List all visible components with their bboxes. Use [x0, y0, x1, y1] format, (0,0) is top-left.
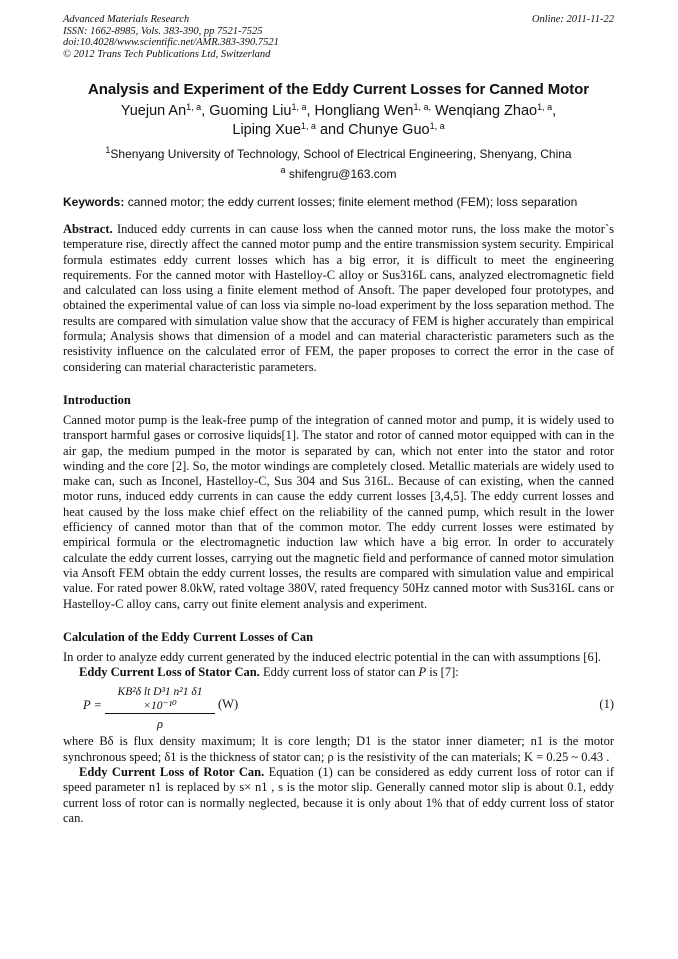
email-address: shifengru@163.com [288, 167, 397, 181]
author-name: Chunye Guo [348, 122, 430, 138]
stator-loss-ref: is [7]: [429, 665, 459, 680]
affiliation [63, 147, 614, 161]
author-affil: 1, a [429, 121, 445, 131]
affiliation-text: Shenyang University of Technology, School of Electrical Engineering, Shenyang, China [110, 147, 572, 161]
affiliation-mark: 1 [105, 145, 111, 155]
calculation-intro: In order to analyze eddy current generated by the induced electric potential in the can with assumptions [6]. [63, 649, 601, 664]
copyright-line: © 2012 Trans Tech Publications Ltd, Switzerland [63, 48, 271, 60]
paper-page [63, 14, 614, 826]
equation-unit: (W) [218, 697, 239, 712]
journal-name: Advanced Materials Research [63, 14, 190, 25]
equation-numerator: KB²δ lt D³1 n²1 δ1 ×10⁻¹⁰ [105, 686, 215, 714]
author-affil: 1, a [291, 102, 307, 112]
keywords-text: canned motor; the eddy current losses; finite element method (FEM); loss separation [127, 195, 578, 209]
equation-lhs: P = [83, 698, 102, 713]
equation-denominator: ρ [157, 717, 163, 732]
author-affil: 1, a, [413, 102, 431, 112]
paper-title: Analysis and Experiment of the Eddy Current Losses for Canned Motor [88, 81, 589, 98]
email [63, 167, 614, 181]
stator-loss-paragraph [63, 665, 614, 680]
variable-p: P [418, 665, 427, 680]
section-heading-calculation: Calculation of the Eddy Current Losses of Can [63, 629, 314, 644]
rotor-loss-heading: Eddy Current Loss of Rotor Can. [79, 765, 265, 780]
abstract-label: Abstract. [63, 222, 113, 236]
author-list: Yuejun An$^{1, a}$, Guoming Liu$^{1, a}$, Hongliang Wen$^{1, a,}$ Wenqiang Zhao$^{1, a}$, Liping Xue$^{1, a}$ and Chunye Guo$^{1, a}$ [120, 102, 557, 138]
author-affil: 1, a [186, 102, 202, 112]
abstract [63, 222, 614, 375]
rotor-loss-paragraph [63, 765, 614, 826]
author-name: Wenqiang Zhao [434, 103, 538, 119]
journal-header [63, 14, 614, 60]
keywords [63, 195, 614, 209]
section-heading-introduction: Introduction [63, 392, 131, 407]
author-name: Liping Xue [232, 122, 301, 138]
introduction-text: Canned motor pump is the leak-free pump of the integration of canned motor and pump, it is widely used to transport harmful gases or corrosive liquids[1]. The stator and rotor of canned motor equipped with can in the air gap, the medium pumped in the motor is separated by can, which not enter into the stator and rotor winding and the core [2]. So, the motor windings are completely closed. Metallic materials are widely used to make can, such as Inconel, Hastelloy-C, Sus 304 and Sus 316L. Because of can existing, when the canned motor runs, induced eddy currents in can cause the eddy current losses [3,4,5]. The eddy current losses and heat caused by the loss make chief effect on the reliability of the canned pump, which result in the lower efficiency of canned motor than that of the common motor. The eddy current losses were estimated by empirical formula or the electromagnetic induction law which have a big error. In order to accurately calculate the eddy current losses, carrying out the magnetic field and performance of canned motor simulation via Ansoft FEM obtain the eddy current losses, the results are compared with simulation value and empirical value. For rated power 8.0kW, rated voltage 380V, rated frequency 50Hz canned motor with Sus316L cans or Hastelloy-C alloy cans, carry out finite element analysis and experiment. [63, 412, 614, 611]
where-paragraph: where Bδ is flux density maximum; lt is core length; D1 is the stator inner diameter; n1 is the motor synchronous speed; δ1 is the thickness of stator can; ρ is the resistivity of the can materials; K = 0.25 ~ 0.43 . [63, 734, 614, 764]
doi-line: doi:10.4028/www.scientific.net/AMR.383-390.7521 [63, 37, 279, 48]
stator-loss-text: Eddy current loss of stator can [262, 665, 416, 680]
keywords-label: Keywords: [63, 195, 125, 209]
abstract-text: Induced eddy currents in can cause loss when the canned motor runs, the loss make the motor`s temperature rise, directly affect the canned motor pump and the entire transmission system security. Empirical formula estimates eddy current losses which has a big error, it is difficult to meet the engineering requirements. For the canned motor with Hastelloy-C alloy or Sus316L cans, analyzed electromagnetic field and calculated can loss using a finite element method of Ansoft. The paper developed four prototypes, and obtained the experimental value of can loss via simple no-load experiment by the loss separation method. The results are compared with simulation value show that the accuracy of FEM is higher accurately than empirical formula; Analysis shows that dimension of a model and can material characteristic parameters such as the resistivity influence on the calculated error of FEM, the paper proposes to correct the error in the case of considering can material characteristic parameters. [63, 222, 615, 374]
author-name: Hongliang Wen [314, 103, 414, 119]
stator-loss-heading: Eddy Current Loss of Stator Can. [79, 665, 260, 680]
equation-1 [63, 684, 614, 734]
equation-number: (1) [599, 697, 614, 712]
issn-line: ISSN: 1662-8985, Vols. 383-390, pp 7521-7525 [63, 25, 263, 37]
online-date: Online: 2011-11-22 [531, 14, 614, 25]
author-affil: 1, a [537, 102, 553, 112]
rotor-loss-text: Equation (1) can be considered as eddy current loss of rotor can if speed parameter n1 is replaced by s× n1 , s is the motor slip. Generally canned motor slip is about 0.1, eddy current loss of rotor can is normally neglected, because it is only about 1% that of eddy current loss of stator can. [63, 765, 615, 825]
author-affil: 1, a [300, 121, 316, 131]
author-name: Yuejun An [120, 103, 187, 119]
equation-fraction [105, 686, 215, 732]
author-name: Guoming Liu [209, 103, 292, 119]
email-mark: a [280, 165, 286, 175]
